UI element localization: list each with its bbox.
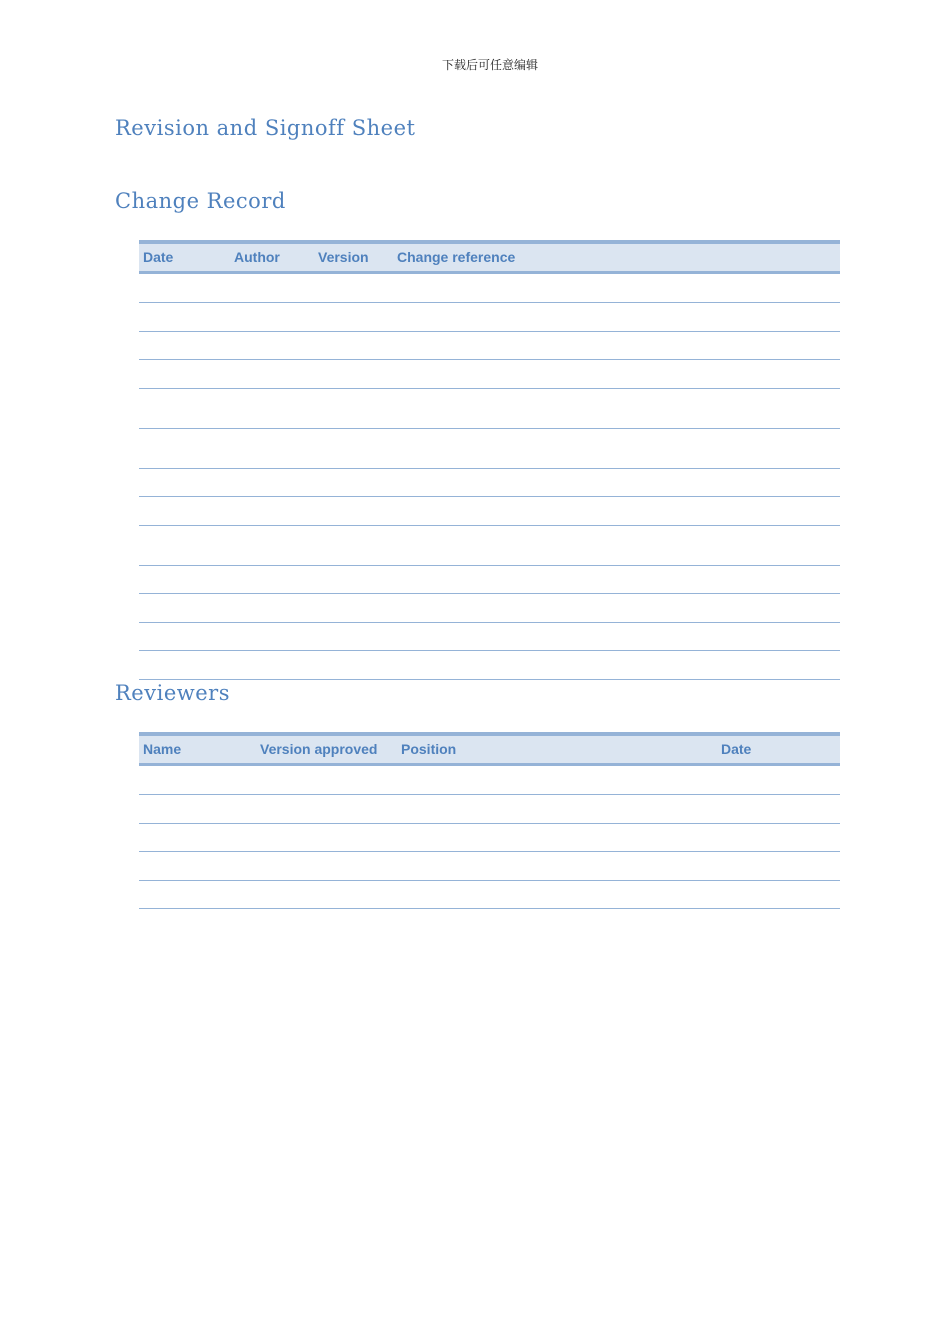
change-record-table-row (139, 469, 840, 498)
change-record-table (139, 240, 840, 680)
column-header-version-approved: Version approved (260, 741, 378, 757)
reviewers-body (139, 766, 840, 909)
column-header-position: Position (401, 741, 457, 757)
change-record-table-row (139, 303, 840, 332)
change-record-table-row (139, 360, 840, 389)
page-header-note: 下载后可任意编辑 (441, 58, 538, 72)
reviewers-heading: Reviewers (115, 681, 230, 705)
change-record-table-row (139, 526, 840, 566)
change-record-table-row (139, 429, 840, 469)
reviewers-table-row (139, 795, 840, 824)
change-record-body (139, 274, 840, 680)
column-header-date: Date (143, 249, 174, 265)
reviewers-table-row (139, 881, 840, 910)
change-record-table-row (139, 332, 840, 361)
reviewers-table-row (139, 766, 840, 795)
change-record-header-row (139, 240, 840, 274)
column-header-name: Name (143, 741, 182, 757)
change-record-table-row (139, 497, 840, 526)
column-header-version: Version (318, 249, 369, 265)
reviewers-table-row (139, 824, 840, 853)
change-record-table-row (139, 623, 840, 652)
change-record-table-row (139, 594, 840, 623)
column-header-date: Date (721, 741, 752, 757)
change-record-table-row (139, 651, 840, 680)
reviewers-header-row (139, 732, 840, 766)
change-record-table-row (139, 274, 840, 303)
change-record-table-row (139, 566, 840, 595)
change-record-heading: Change Record (115, 189, 286, 213)
document-title: Revision and Signoff Sheet (115, 116, 416, 140)
reviewers-table (139, 732, 840, 909)
column-header-author: Author (234, 249, 280, 265)
column-header-change-reference: Change reference (397, 249, 516, 265)
change-record-table-row (139, 389, 840, 429)
reviewers-table-row (139, 852, 840, 881)
